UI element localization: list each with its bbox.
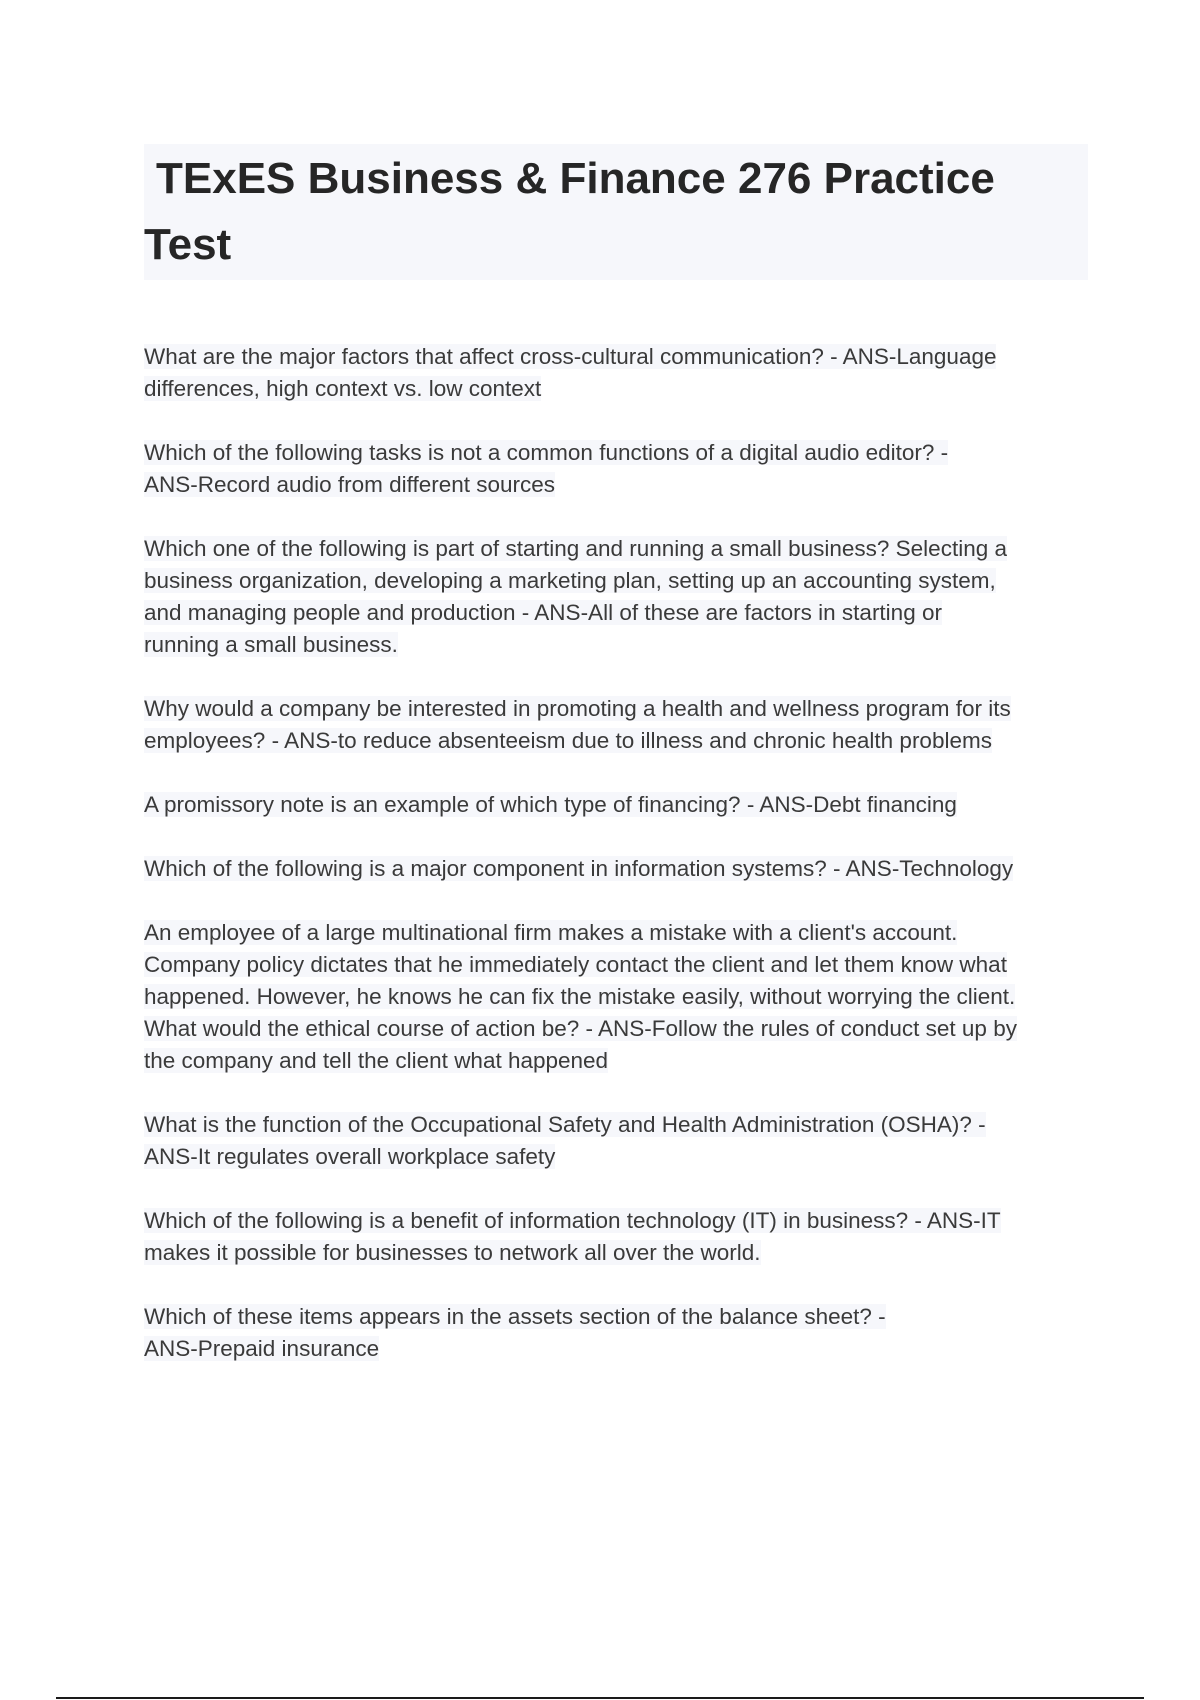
footer-divider <box>56 1697 1144 1699</box>
qa-item <box>144 1205 1104 1269</box>
qa-item <box>144 1301 1104 1365</box>
qa-item <box>144 437 1104 501</box>
page-title <box>144 144 1088 278</box>
qa-text: Which of the following is a major component in information systems? - ANS-Technology <box>144 856 1014 881</box>
qa-item <box>144 533 1104 661</box>
page-title-text: TExES Business & Finance 276 Practice Test <box>144 154 995 269</box>
qa-text: Which of the following is a benefit of information technology (IT) in business? - ANS-IT makes it possible for businesses to network all over the world. <box>144 1208 1001 1265</box>
qa-text: What is the function of the Occupational Safety and Health Administration (OSHA)? - ANS-It regulates overall workplace safety <box>144 1112 986 1169</box>
qa-item <box>144 789 1104 821</box>
qa-item <box>144 917 1104 1077</box>
qa-text: An employee of a large multinational firm makes a mistake with a client's account. Company policy dictates that he immediately contact the client and let them know what happened. However, he knows he can fix the mistake easily, without worrying the client. What would the ethical course of action be? - ANS-Follow the rules of conduct set up by the company and tell the client what happened <box>144 920 1017 1073</box>
qa-text: A promissory note is an example of which type of financing? - ANS-Debt financing <box>144 792 957 817</box>
qa-text: Which of these items appears in the assets section of the balance sheet? - ANS-Prepaid insurance <box>144 1304 886 1361</box>
qa-text: What are the major factors that affect cross-cultural communication? - ANS-Language differences, high context vs. low context <box>144 344 997 401</box>
qa-item <box>144 341 1104 405</box>
qa-list <box>144 341 1104 1397</box>
qa-item <box>144 693 1104 757</box>
qa-text: Which of the following tasks is not a common functions of a digital audio editor? - ANS-Record audio from different sources <box>144 440 949 497</box>
qa-text: Why would a company be interested in promoting a health and wellness program for its employees? - ANS-to reduce absenteeism due to illness and chronic health problems <box>144 696 1011 753</box>
qa-item <box>144 1109 1104 1173</box>
title-block <box>144 144 1088 280</box>
qa-text: Which one of the following is part of starting and running a small business? Selecting a business organization, developing a marketing plan, setting up an accounting system, and managing people and production - ANS-All of these are factors in starting or running a small business. <box>144 536 1007 657</box>
qa-item <box>144 853 1104 885</box>
